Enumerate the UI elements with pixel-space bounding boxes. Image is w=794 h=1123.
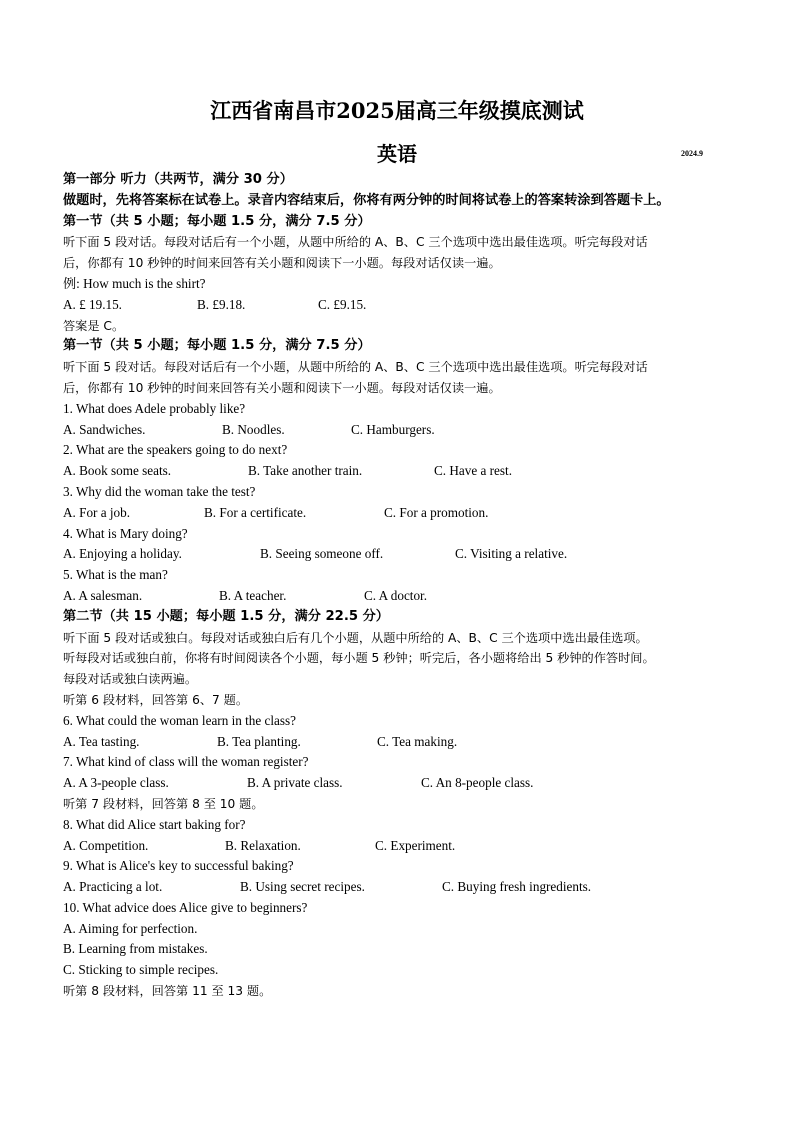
question-2: 2. What are the speakers going to do next?	[63, 442, 288, 458]
question-4-options	[63, 544, 731, 565]
q9-option-c: C. Buying fresh ingredients.	[442, 879, 592, 895]
q3-option-a: A. For a job.	[63, 504, 131, 520]
q4-option-b: B. Seeing someone off.	[260, 546, 384, 562]
question-5-options	[63, 586, 731, 607]
question-3: 3. Why did the woman take the test?	[63, 483, 256, 499]
q7-option-a: A. A 3-people class.	[63, 775, 169, 791]
q2-option-b: B. Take another train.	[248, 463, 363, 479]
q3-option-c: C. For a promotion.	[384, 504, 489, 520]
q2-option-a: A. Book some seats.	[63, 463, 172, 479]
question-8: 8. What did Alice start baking for?	[63, 816, 246, 832]
question-8-options	[63, 836, 731, 857]
question-6: 6. What could the woman learn in the class?	[63, 712, 297, 728]
question-10: 10. What advice does Alice give to beginners?	[63, 899, 308, 915]
q7-option-c: C. An 8-people class.	[421, 775, 534, 791]
q10-option-c: C. Sticking to simple recipes.	[63, 962, 219, 978]
q5-option-c: C. A doctor.	[364, 587, 428, 603]
example-question: 例: How much is the shirt?	[63, 275, 206, 291]
example-options	[63, 295, 731, 316]
q1-option-a: A. Sandwiches.	[63, 421, 146, 437]
q1-option-b: B. Noodles.	[222, 421, 285, 437]
q8-option-c: C. Experiment.	[375, 837, 456, 853]
q9-option-a: A. Practicing a lot.	[63, 879, 163, 895]
material-8-note: 听第 8 段材料，回答第 11 至 13 题。	[63, 984, 272, 999]
section1-example-heading: 第一节（共 5 小题；每小题 1.5 分，满分 7.5 分）	[63, 213, 371, 229]
section2-instruction-3: 每段对话或独白读两遍。	[63, 672, 198, 687]
question-9: 9. What is Alice's key to successful baking?	[63, 858, 294, 874]
question-5: 5. What is the man?	[63, 567, 168, 583]
part1-heading: 第一部分 听力（共两节，满分 30 分）	[63, 172, 293, 187]
q6-option-a: A. Tea tasting.	[63, 733, 140, 749]
example-option-a: A. £ 19.15.	[63, 296, 122, 312]
section2-heading: 第二节（共 15 小题；每小题 1.5 分，满分 22.5 分）	[63, 608, 389, 624]
question-4: 4. What is Mary doing?	[63, 525, 188, 541]
question-3-options	[63, 503, 731, 524]
section1-example-instruction-1: 听下面 5 段对话。每段对话后有一个小题，从题中所给的 A、B、C 三个选项中选出最佳选项。听完每段对话	[63, 235, 648, 250]
question-1-options	[63, 420, 731, 441]
q6-option-b: B. Tea planting.	[217, 733, 301, 749]
section1-example-instruction-2: 后，你都有 10 秒钟的时间来回答有关小题和阅读下一小题。每段对话仅读一遍。	[63, 256, 501, 271]
question-6-options	[63, 732, 731, 753]
exam-date: 2024.9	[681, 149, 703, 158]
q9-option-b: B. Using secret recipes.	[240, 879, 365, 895]
q6-option-c: C. Tea making.	[377, 733, 458, 749]
material-7-note: 听第 7 段材料，回答第 8 至 10 题。	[63, 796, 264, 811]
exam-title: 江西省南昌市2025届高三年级摸底测试	[210, 98, 584, 123]
q4-option-a: A. Enjoying a holiday.	[63, 546, 182, 562]
section1-heading: 第一节（共 5 小题；每小题 1.5 分，满分 7.5 分）	[63, 338, 371, 354]
q1-option-c: C. Hamburgers.	[351, 421, 435, 437]
part1-instruction: 做题时，先将答案标在试卷上。录音内容结束后，你将有两分钟的时间将试卷上的答案转涂到答题卡上。	[63, 192, 670, 208]
q2-option-c: C. Have a rest.	[434, 463, 512, 479]
section2-instruction-2: 听每段对话或独白前，你将有时间阅读各个小题，每小题 5 秒钟；听完后，各小题将给出 5 秒钟的作答时间。	[63, 651, 655, 666]
question-9-options	[63, 877, 731, 898]
example-answer: 答案是 C。	[63, 318, 125, 333]
q4-option-c: C. Visiting a relative.	[455, 546, 568, 562]
q5-option-a: A. A salesman.	[63, 587, 143, 603]
section1-instruction-1: 听下面 5 段对话。每段对话后有一个小题，从题中所给的 A、B、C 三个选项中选出最佳选项。听完每段对话	[63, 360, 648, 375]
q10-option-b: B. Learning from mistakes.	[63, 941, 208, 957]
q8-option-b: B. Relaxation.	[225, 837, 301, 853]
section2-instruction-1: 听下面 5 段对话或独白。每段对话或独白后有几个小题，从题中所给的 A、B、C 三个选项中选出最佳选项。	[63, 630, 648, 645]
q5-option-b: B. A teacher.	[219, 587, 287, 603]
exam-content	[63, 170, 731, 1002]
subject-title: 英语	[377, 142, 417, 166]
example-option-c: C. £9.15.	[318, 296, 367, 312]
question-7-options	[63, 773, 731, 794]
q10-option-a: A. Aiming for perfection.	[63, 920, 198, 936]
q8-option-a: A. Competition.	[63, 837, 149, 853]
section1-instruction-2: 后，你都有 10 秒钟的时间来回答有关小题和阅读下一小题。每段对话仅读一遍。	[63, 380, 501, 395]
question-2-options	[63, 461, 731, 482]
question-1: 1. What does Adele probably like?	[63, 400, 246, 416]
example-option-b: B. £9.18.	[197, 296, 246, 312]
question-7: 7. What kind of class will the woman register?	[63, 754, 309, 770]
q3-option-b: B. For a certificate.	[204, 504, 307, 520]
q7-option-b: B. A private class.	[247, 775, 343, 791]
material-6-note: 听第 6 段材料，回答第 6、7 题。	[63, 692, 249, 707]
